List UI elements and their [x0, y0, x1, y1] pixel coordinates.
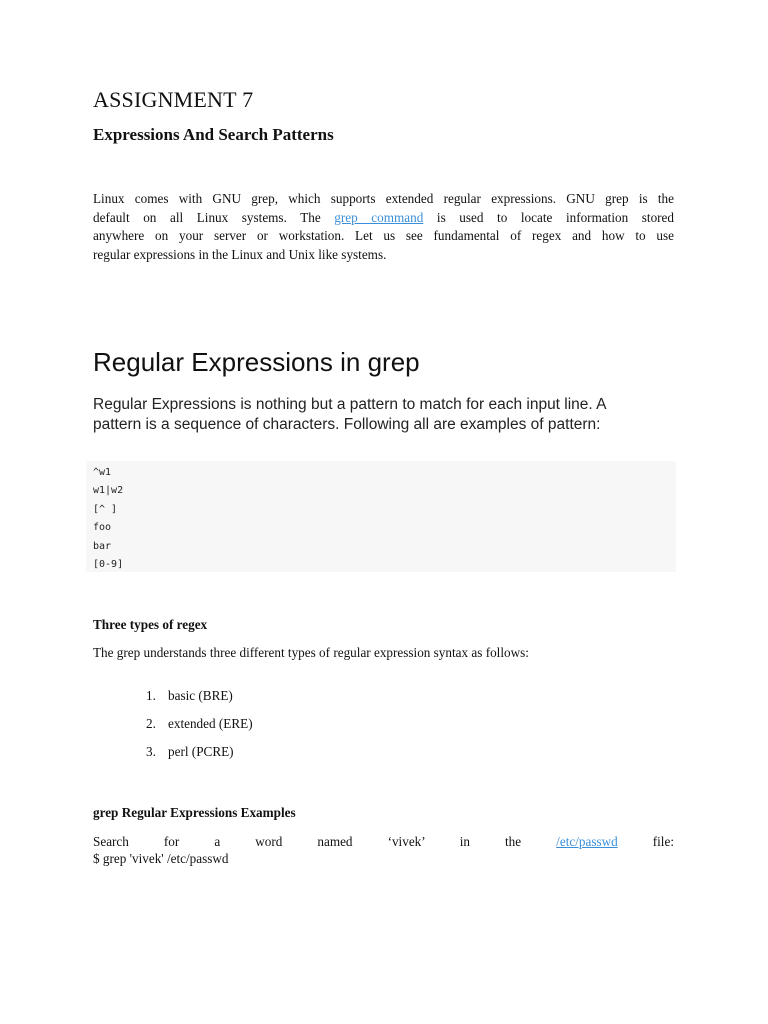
intro-line-1: Linux comes with GNU grep, which supports extended regular expressions. GNU grep is the	[93, 191, 674, 206]
search-example-suffix: file:	[617, 834, 674, 849]
intro-line-2-start: default on all Linux systems. The	[93, 209, 335, 225]
document-subtitle: Expressions And Search Patterns	[93, 125, 334, 144]
regex-types-list	[146, 687, 253, 771]
regex-types-intro: The grep understands three different types of regular expression syntax as follows:	[93, 645, 529, 660]
list-item-label: perl (PCRE)	[168, 744, 234, 759]
list-item-label: extended (ERE)	[168, 716, 253, 731]
section-description-line-1: Regular Expressions is nothing but a pattern to match for each input line. A	[93, 396, 607, 413]
section-description	[93, 395, 683, 434]
code-line: ^w1	[93, 467, 112, 478]
code-line: bar	[93, 540, 112, 552]
list-item	[146, 743, 253, 771]
list-item-number: 3.	[146, 744, 156, 759]
regex-types-heading: Three types of regex	[93, 617, 208, 632]
intro-paragraph	[93, 190, 674, 264]
intro-line-3: anywhere on your server or workstation. Let us see fundamental of regex and how to use	[93, 228, 674, 243]
section-description-line-2: pattern is a sequence of characters. Following all are examples of pattern:	[93, 415, 601, 433]
code-line: [^ ]	[93, 503, 118, 515]
list-item	[146, 715, 253, 743]
search-example-line	[93, 833, 674, 850]
list-item-label: basic (BRE)	[168, 688, 233, 703]
pattern-code-block	[86, 461, 676, 572]
code-line: foo	[93, 522, 112, 534]
intro-line-2-end: is used to locate information stored	[423, 209, 675, 225]
grep-command-link[interactable]: grep command	[334, 209, 424, 225]
etc-passwd-link[interactable]: /etc/passwd	[556, 834, 618, 849]
search-example-text: Search for a word named ‘vivek’ in the	[93, 834, 557, 849]
section-heading: Regular Expressions in grep	[93, 347, 420, 377]
intro-line-4: regular expressions in the Linux and Unix like systems.	[93, 246, 387, 262]
intro-line-2	[93, 209, 674, 228]
grep-command-example: $ grep 'vivek' /etc/passwd	[93, 851, 229, 866]
code-line: w1|w2	[93, 485, 124, 497]
code-line: [0-9]	[93, 559, 124, 571]
examples-heading: grep Regular Expressions Examples	[93, 805, 296, 820]
assignment-title: ASSIGNMENT 7	[93, 87, 254, 112]
list-item	[146, 687, 253, 715]
search-example-paragraph	[93, 833, 674, 867]
list-item-number: 1.	[146, 688, 156, 703]
list-item-number: 2.	[146, 716, 156, 731]
